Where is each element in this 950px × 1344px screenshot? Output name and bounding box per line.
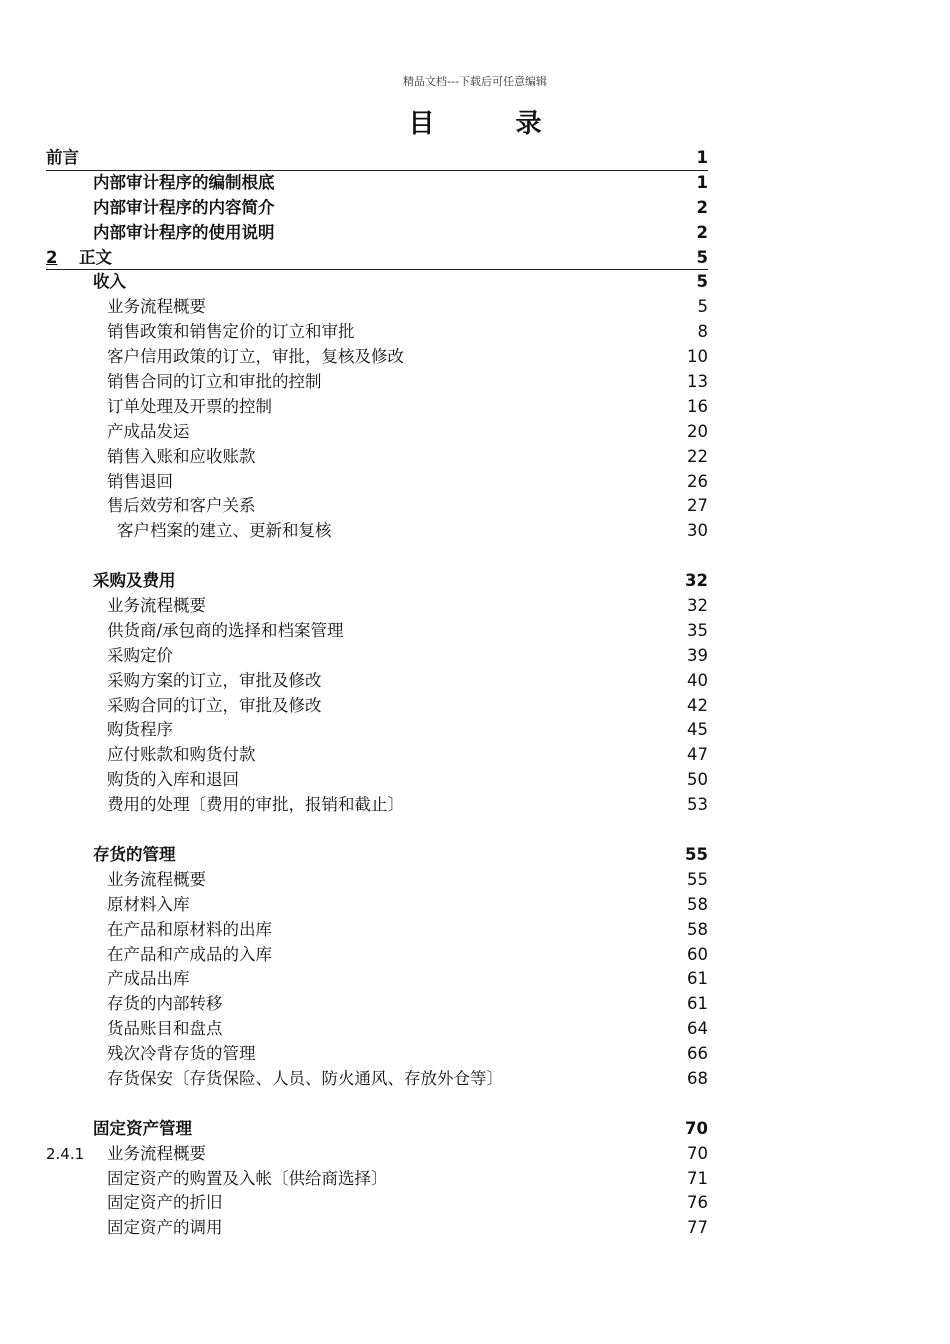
toc-entry-title: 订单处理及开票的控制 <box>107 396 272 416</box>
toc-entry <box>46 1067 708 1092</box>
toc-entry-title: 采购合同的订立，审批及修改 <box>107 695 322 715</box>
toc-entry <box>46 470 708 495</box>
toc-entry-title: 存货的管理 <box>93 844 176 864</box>
toc-entry-title: 在产品和原材料的出库 <box>107 919 272 939</box>
toc-entry <box>46 221 708 246</box>
toc-entry <box>46 395 708 420</box>
toc-entry-number: 2.4.1 <box>46 1144 85 1163</box>
toc-entry <box>46 1142 708 1167</box>
toc-entry <box>46 843 708 868</box>
toc-entry-title: 销售合同的订立和审批的控制 <box>107 372 322 392</box>
toc-entry <box>46 320 708 345</box>
toc-entry-page: 1 <box>696 172 708 192</box>
toc-entry <box>46 793 708 818</box>
toc-entry-page: 16 <box>687 396 708 416</box>
toc-entry-page: 55 <box>685 844 708 864</box>
toc-entry <box>46 1167 708 1192</box>
toc-entry <box>46 644 708 669</box>
toc-entry-page: 2 <box>696 222 708 242</box>
toc-entry-page: 1 <box>696 148 708 167</box>
toc-entry <box>46 519 708 544</box>
toc-entry-title: 业务流程概要 <box>107 297 206 317</box>
toc-entry <box>46 992 708 1017</box>
toc-entry-page: 32 <box>687 596 708 616</box>
toc-entry-title: 客户信用政策的订立，审批，复核及修改 <box>107 347 404 367</box>
toc-entry <box>46 494 708 519</box>
toc-entry-title: 供货商/承包商的选择和档案管理 <box>107 620 344 640</box>
toc-entry-page: 8 <box>697 322 708 342</box>
toc-entry <box>46 768 708 793</box>
toc-entry-page: 5 <box>696 247 708 267</box>
toc-entry-page: 42 <box>687 695 708 715</box>
toc-entry <box>46 295 708 320</box>
toc-entry-title: 前言 <box>46 148 79 167</box>
toc-entry-title: 内部审计程序的使用说明 <box>93 222 275 242</box>
toc-entry <box>46 445 708 470</box>
toc-entry-title: 购货程序 <box>107 720 173 740</box>
toc-entry <box>46 270 708 295</box>
toc-entry-title: 客户档案的建立、更新和复核 <box>117 521 332 541</box>
toc-entry-title: 采购及费用 <box>93 571 176 591</box>
toc-entry <box>46 619 708 644</box>
toc-spacer <box>46 1092 708 1117</box>
toc-entry <box>46 694 708 719</box>
toc-entry-page: 20 <box>687 421 708 441</box>
toc-entry <box>46 1117 708 1142</box>
toc-entry <box>46 918 708 943</box>
toc-entry-title: 正文 <box>79 247 112 267</box>
toc-entry-page: 30 <box>687 521 708 541</box>
table-of-contents <box>46 146 708 1241</box>
toc-entry-title: 应付账款和购货付款 <box>107 745 256 765</box>
toc-entry-title: 残次冷背存货的管理 <box>107 1044 256 1064</box>
toc-entry <box>46 146 708 171</box>
toc-entry-page: 5 <box>696 272 708 292</box>
toc-entry <box>46 669 708 694</box>
toc-entry <box>46 1017 708 1042</box>
toc-spacer <box>46 818 708 843</box>
toc-entry <box>46 868 708 893</box>
toc-entry-page: 50 <box>687 770 708 790</box>
toc-entry-title: 内部审计程序的内容简介 <box>93 197 275 217</box>
toc-entry-page: 26 <box>687 471 708 491</box>
toc-entry-title: 存货保安〔存货保险、人员、防火通风、存放外仓等〕 <box>107 1068 503 1088</box>
toc-entry-title: 采购定价 <box>107 645 173 665</box>
toc-entry-page: 53 <box>687 795 708 815</box>
toc-entry-page: 35 <box>687 620 708 640</box>
toc-entry-title: 固定资产管理 <box>93 1118 192 1138</box>
toc-entry-title: 货品账目和盘点 <box>107 1019 223 1039</box>
toc-entry-title: 销售政策和销售定价的订立和审批 <box>107 322 355 342</box>
toc-entry <box>46 246 708 271</box>
toc-entry-title: 内部审计程序的编制根底 <box>93 172 275 192</box>
toc-entry-title: 业务流程概要 <box>107 869 206 889</box>
toc-entry <box>46 1042 708 1067</box>
toc-entry-page: 60 <box>687 944 708 964</box>
toc-entry-title: 费用的处理〔费用的审批，报销和截止〕 <box>107 795 404 815</box>
toc-entry-page: 70 <box>687 1143 708 1163</box>
toc-entry <box>46 967 708 992</box>
toc-entry-title: 存货的内部转移 <box>107 994 223 1014</box>
toc-entry-page: 61 <box>687 969 708 989</box>
toc-entry-page: 2 <box>696 197 708 217</box>
toc-entry <box>46 718 708 743</box>
toc-entry <box>46 370 708 395</box>
toc-entry-title: 收入 <box>93 272 126 292</box>
toc-entry <box>46 569 708 594</box>
toc-entry-title: 销售退回 <box>107 471 173 491</box>
toc-entry-page: 66 <box>687 1044 708 1064</box>
toc-entry-page: 5 <box>697 297 708 317</box>
toc-entry <box>46 420 708 445</box>
toc-entry-page: 64 <box>687 1019 708 1039</box>
toc-entry <box>46 171 708 196</box>
toc-entry-title: 业务流程概要 <box>107 596 206 616</box>
toc-entry-title: 固定资产的购置及入帐〔供给商选择〕 <box>107 1168 388 1188</box>
toc-entry-title: 固定资产的调用 <box>107 1218 223 1238</box>
toc-entry <box>46 196 708 221</box>
toc-entry <box>46 1191 708 1216</box>
toc-entry <box>46 345 708 370</box>
toc-entry-title: 业务流程概要 <box>107 1143 206 1163</box>
toc-entry-page: 76 <box>687 1193 708 1213</box>
toc-entry-page: 10 <box>687 347 708 367</box>
page-title: 目 录 <box>408 109 578 139</box>
toc-entry-title: 售后效劳和客户关系 <box>107 496 256 516</box>
toc-entry-page: 68 <box>687 1068 708 1088</box>
toc-entry-page: 22 <box>687 446 708 466</box>
toc-entry-page: 55 <box>687 869 708 889</box>
toc-entry-title: 采购方案的订立，审批及修改 <box>107 670 322 690</box>
toc-entry-title: 产成品出库 <box>107 969 190 989</box>
toc-entry-page: 77 <box>687 1218 708 1238</box>
toc-entry-title: 固定资产的折旧 <box>107 1193 223 1213</box>
toc-entry-page: 27 <box>687 496 708 516</box>
toc-entry <box>46 743 708 768</box>
toc-entry-number: 2 <box>46 247 58 267</box>
toc-entry <box>46 1216 708 1241</box>
toc-entry-title: 产成品发运 <box>107 421 190 441</box>
toc-entry-page: 45 <box>687 720 708 740</box>
toc-entry-title: 购货的入库和退回 <box>107 770 239 790</box>
toc-entry <box>46 943 708 968</box>
toc-spacer <box>46 544 708 569</box>
toc-entry-page: 32 <box>685 571 708 591</box>
page-header: 精品文档---下载后可任意编辑 <box>403 75 547 88</box>
toc-entry-page: 39 <box>687 645 708 665</box>
toc-entry <box>46 594 708 619</box>
toc-entry-page: 13 <box>687 372 708 392</box>
toc-entry-title: 销售入账和应收账款 <box>107 446 256 466</box>
toc-entry-page: 58 <box>687 919 708 939</box>
toc-entry-title: 原材料入库 <box>107 894 190 914</box>
toc-entry-page: 47 <box>687 745 708 765</box>
toc-entry-page: 61 <box>687 994 708 1014</box>
toc-entry-page: 71 <box>687 1168 708 1188</box>
toc-entry-title: 在产品和产成品的入库 <box>107 944 272 964</box>
toc-entry-page: 58 <box>687 894 708 914</box>
toc-entry-page: 70 <box>685 1118 708 1138</box>
toc-entry <box>46 893 708 918</box>
toc-entry-page: 40 <box>687 670 708 690</box>
